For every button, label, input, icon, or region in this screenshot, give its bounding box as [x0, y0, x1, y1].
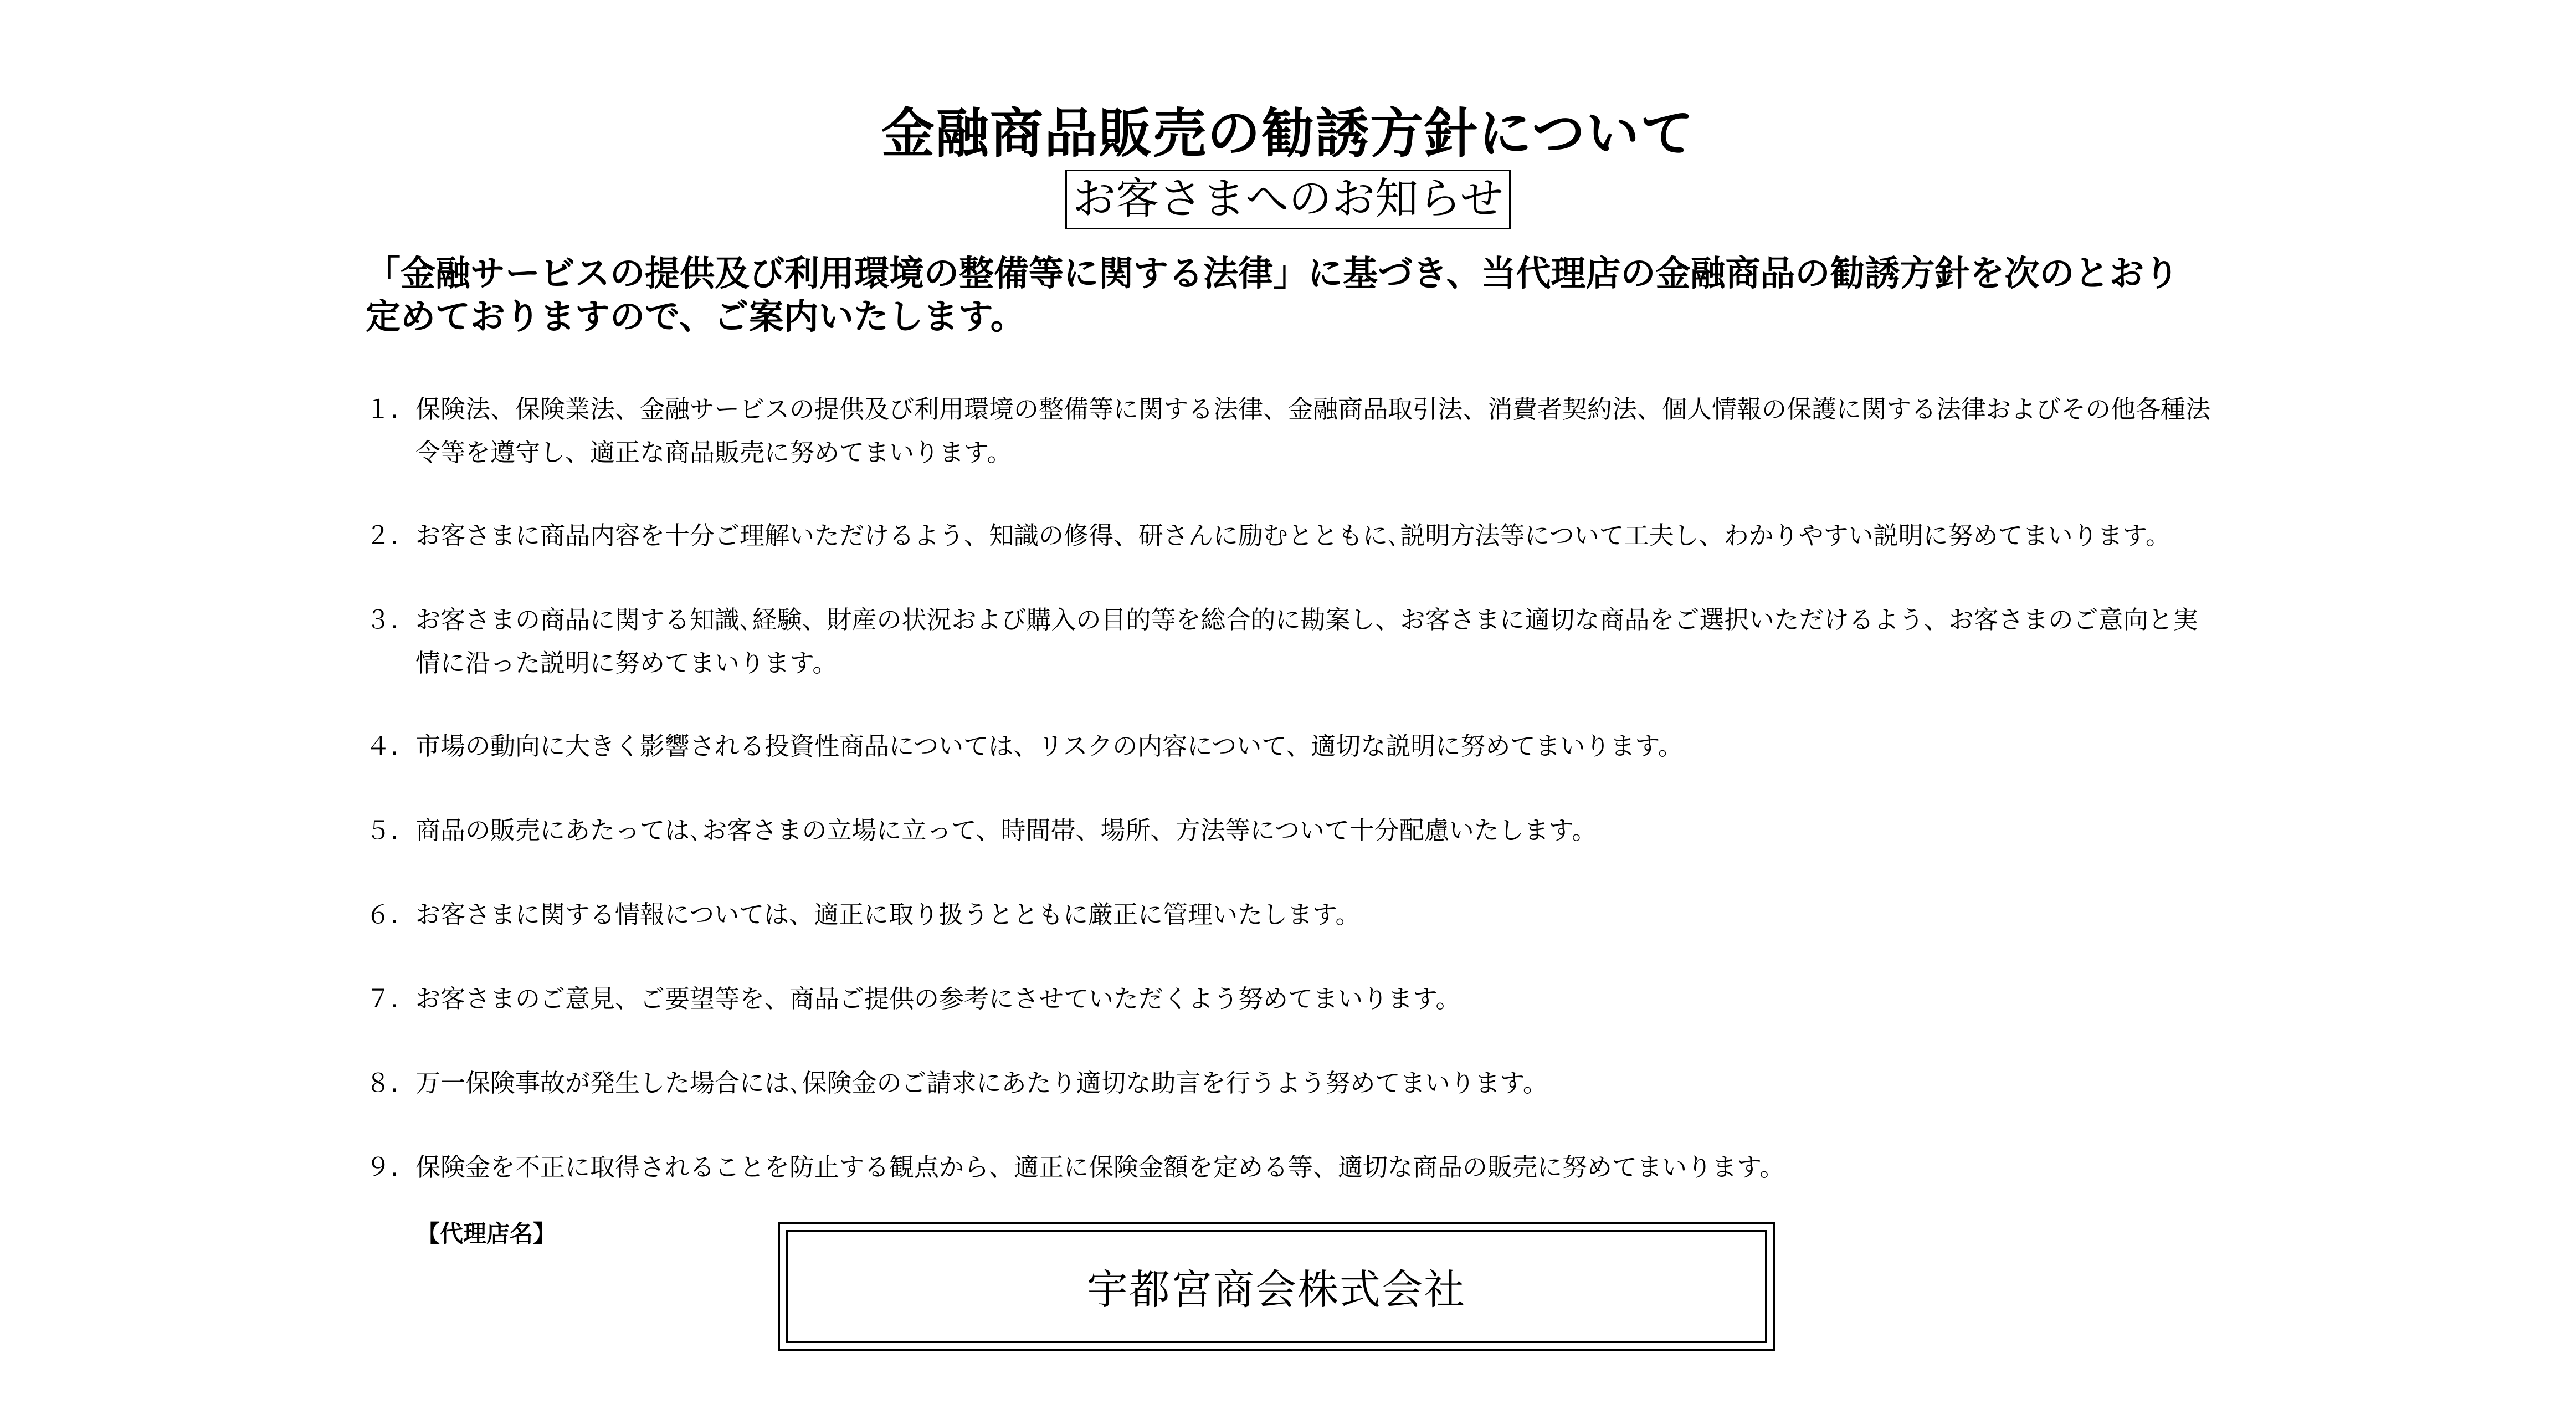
agency-name-box — [778, 1222, 1775, 1351]
policy-text: お客さまに商品内容を十分ご理解いただけるよう、知識の修得、研さんに励むとともに､説明方法等について工夫し、わかりやすい説明に努めてまいります。 — [415, 521, 2171, 550]
page-title: 金融商品販売の勧誘方針について — [881, 103, 1695, 165]
policy-text: 市場の動向に大きく影響される投資性商品については、リスクの内容について、適切な説明に努めてまいります。 — [415, 731, 1683, 761]
policy-item-3 — [366, 598, 2210, 685]
policy-text: お客さまのご意見、ご要望等を、商品ご提供の参考にさせていただくよう努めてまいります。 — [415, 984, 1461, 1013]
policy-number: ８. — [366, 1068, 399, 1098]
intro-paragraph: 「金融サービスの提供及び利用環境の整備等に関する法律」に基づき、当代理店の金融商品の勧誘方針を次のとおり定めておりますので、ご案内いたします。 — [366, 253, 2179, 337]
policy-number: １. — [366, 394, 399, 424]
notice-wrap — [0, 170, 2576, 229]
policy-text: 商品の販売にあたっては､お客さまの立場に立って、時間帯、場所、方法等について十分配慮いたします。 — [415, 816, 1597, 845]
policy-number: ４. — [366, 731, 399, 761]
policy-text: お客さまに関する情報については、適正に取り扱うとともに厳正に管理いたします。 — [415, 900, 1361, 929]
policy-item-7 — [366, 977, 2210, 1021]
policy-number: ３. — [366, 605, 399, 634]
policy-text: お客さまの商品に関する知識､経験、財産の状況および購入の目的等を総合的に勘案し、お客さまに適切な商品をご選択いただけるよう、お客さまのご意向と実情に沿った説明に努めてまいります。 — [415, 605, 2198, 678]
policy-item-2 — [366, 514, 2210, 557]
policy-item-1 — [366, 388, 2210, 474]
policy-item-9 — [366, 1146, 2210, 1189]
policy-number: ６. — [366, 900, 399, 929]
agency-name-box-inner — [786, 1230, 1767, 1343]
policy-item-6 — [366, 893, 2210, 936]
policy-item-8 — [366, 1062, 2210, 1105]
policy-number: ５. — [366, 816, 399, 845]
policy-number: ９. — [366, 1152, 399, 1182]
policy-item-5 — [366, 809, 2210, 852]
policy-text: 万一保険事故が発生した場合には､保険金のご請求にあたり適切な助言を行うよう努めてまいります。 — [415, 1068, 1548, 1098]
agency-name: 宇都宮商会株式会社 — [1087, 1266, 1466, 1314]
policy-number: ２. — [366, 521, 399, 550]
policy-item-4 — [366, 725, 2210, 768]
customer-notice-badge: お客さまへのお知らせ — [1065, 170, 1511, 229]
policy-text: 保険法、保険業法、金融サービスの提供及び利用環境の整備等に関する法律、金融商品取引法、消費者契約法、個人情報の保護に関する法律およびその他各種法令等を遵守し、適正な商品販売に努めてまいります。 — [415, 394, 2211, 467]
policy-number: ７. — [366, 984, 399, 1013]
policy-text: 保険金を不正に取得されることを防止する観点から、適正に保険金額を定める等、適切な商品の販売に努めてまいります。 — [415, 1152, 1785, 1182]
agency-label: 【代理店名】 — [417, 1220, 557, 1247]
